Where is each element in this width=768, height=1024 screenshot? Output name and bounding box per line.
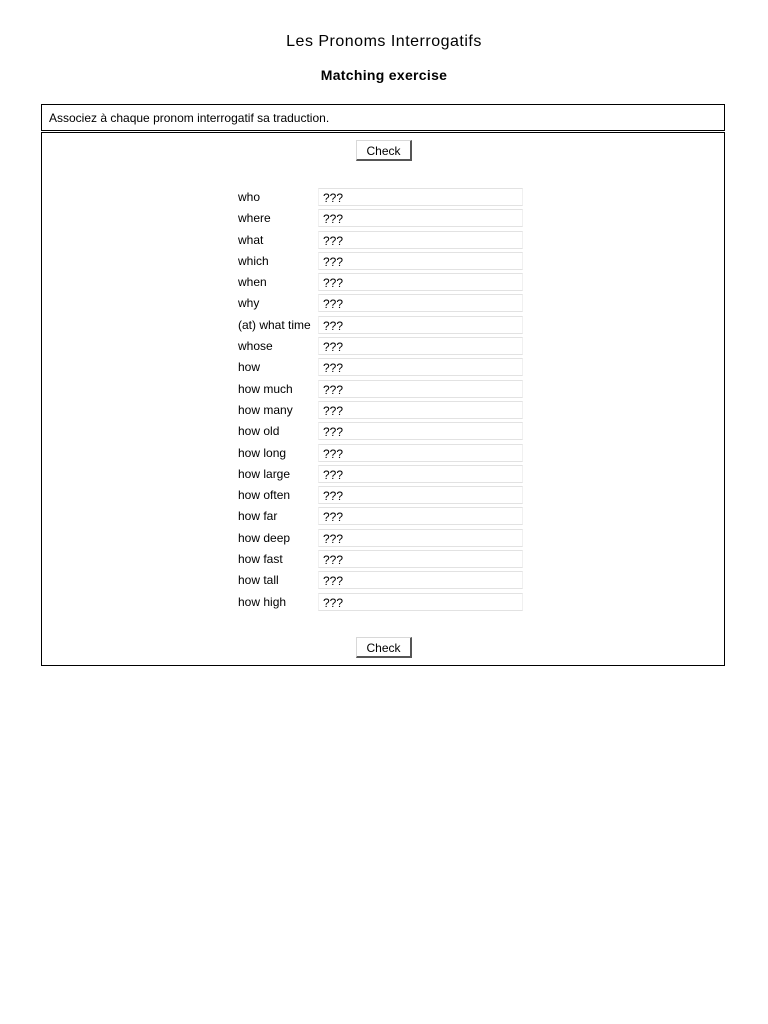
translation-select[interactable] bbox=[318, 358, 523, 376]
translation-select[interactable] bbox=[318, 188, 523, 206]
english-pronoun-label: who bbox=[238, 190, 261, 204]
translation-select[interactable] bbox=[318, 550, 523, 568]
matching-row bbox=[238, 570, 528, 591]
english-pronoun-label: what bbox=[238, 232, 264, 247]
matching-row bbox=[238, 443, 528, 464]
matching-row bbox=[238, 230, 528, 251]
matching-list bbox=[238, 187, 528, 613]
translation-select[interactable] bbox=[318, 252, 523, 270]
english-pronoun-label: whose bbox=[238, 339, 273, 354]
translation-select-value: ??? bbox=[323, 233, 344, 248]
translation-select-value: ??? bbox=[323, 510, 344, 525]
translation-select-value: ??? bbox=[323, 467, 344, 482]
matching-row bbox=[238, 528, 528, 549]
translation-select-value: ??? bbox=[323, 574, 344, 589]
matching-row bbox=[238, 251, 528, 272]
matching-row bbox=[238, 485, 528, 506]
check-button-top[interactable]: Check bbox=[356, 140, 412, 161]
matching-row bbox=[238, 315, 528, 336]
page-subtitle: Matching exercise bbox=[320, 67, 448, 83]
english-pronoun-label: how often bbox=[238, 488, 291, 503]
translation-select-value: ??? bbox=[323, 531, 344, 546]
translation-select-value: ??? bbox=[323, 254, 344, 269]
translation-select-value: ??? bbox=[323, 318, 344, 333]
translation-select[interactable] bbox=[318, 231, 523, 249]
page-title: Les Pronoms Interrogatifs bbox=[286, 33, 482, 50]
translation-select[interactable] bbox=[318, 529, 523, 547]
translation-select[interactable] bbox=[318, 422, 523, 440]
translation-select[interactable] bbox=[318, 401, 523, 419]
instructions-text: Associez à chaque pronom interrogatif sa traduction. bbox=[49, 111, 330, 125]
translation-select[interactable] bbox=[318, 486, 523, 504]
translation-select[interactable] bbox=[318, 294, 523, 312]
english-pronoun-label: how bbox=[238, 360, 261, 375]
translation-select-value: ??? bbox=[323, 340, 344, 355]
matching-row bbox=[238, 379, 528, 400]
english-pronoun-label: how long bbox=[238, 445, 287, 460]
matching-row bbox=[238, 549, 528, 570]
check-button-bottom[interactable]: Check bbox=[356, 637, 412, 658]
translation-select[interactable] bbox=[318, 465, 523, 483]
translation-select[interactable] bbox=[318, 316, 523, 334]
translation-select[interactable] bbox=[318, 444, 523, 462]
english-pronoun-label: how deep bbox=[238, 530, 291, 545]
english-pronoun-label: which bbox=[238, 253, 269, 268]
english-pronoun-label: how large bbox=[238, 466, 291, 481]
exercise-form bbox=[41, 132, 725, 666]
matching-row bbox=[238, 293, 528, 314]
instructions-box bbox=[41, 104, 725, 131]
english-pronoun-label: where bbox=[238, 211, 271, 226]
translation-select-value: ??? bbox=[323, 212, 344, 227]
english-pronoun-label: why bbox=[238, 296, 260, 311]
translation-select-value: ??? bbox=[323, 276, 344, 291]
translation-select-value: ??? bbox=[323, 403, 344, 418]
translation-select[interactable] bbox=[318, 337, 523, 355]
matching-row bbox=[238, 592, 528, 613]
matching-row bbox=[238, 336, 528, 357]
matching-row bbox=[238, 208, 528, 229]
matching-row bbox=[238, 464, 528, 485]
matching-row bbox=[238, 357, 528, 378]
english-pronoun-label: how tall bbox=[238, 573, 279, 588]
translation-select-value: ??? bbox=[323, 425, 344, 440]
english-pronoun-label: how fast bbox=[238, 552, 283, 567]
translation-select-value: ??? bbox=[323, 446, 344, 461]
translation-select-value: ??? bbox=[323, 361, 344, 376]
translation-select-value: ??? bbox=[323, 489, 344, 504]
english-pronoun-label: how high bbox=[238, 594, 287, 609]
matching-row bbox=[238, 187, 528, 208]
english-pronoun-label: when bbox=[238, 275, 267, 290]
translation-select-value: ??? bbox=[323, 191, 344, 205]
english-pronoun-label: how far bbox=[238, 509, 278, 524]
translation-select[interactable] bbox=[318, 380, 523, 398]
english-pronoun-label: how old bbox=[238, 424, 280, 439]
matching-row bbox=[238, 400, 528, 421]
translation-select-value: ??? bbox=[323, 382, 344, 397]
english-pronoun-label: how many bbox=[238, 402, 293, 417]
english-pronoun-label: (at) what time bbox=[238, 317, 311, 332]
matching-row bbox=[238, 506, 528, 527]
translation-select[interactable] bbox=[318, 571, 523, 589]
english-pronoun-label: how much bbox=[238, 381, 293, 396]
translation-select[interactable] bbox=[318, 507, 523, 525]
matching-row bbox=[238, 272, 528, 293]
translation-select-value: ??? bbox=[323, 595, 344, 610]
translation-select[interactable] bbox=[318, 593, 523, 611]
matching-row bbox=[238, 421, 528, 442]
translation-select-value: ??? bbox=[323, 297, 344, 312]
translation-select-value: ??? bbox=[323, 553, 344, 568]
translation-select[interactable] bbox=[318, 209, 523, 227]
translation-select[interactable] bbox=[318, 273, 523, 291]
